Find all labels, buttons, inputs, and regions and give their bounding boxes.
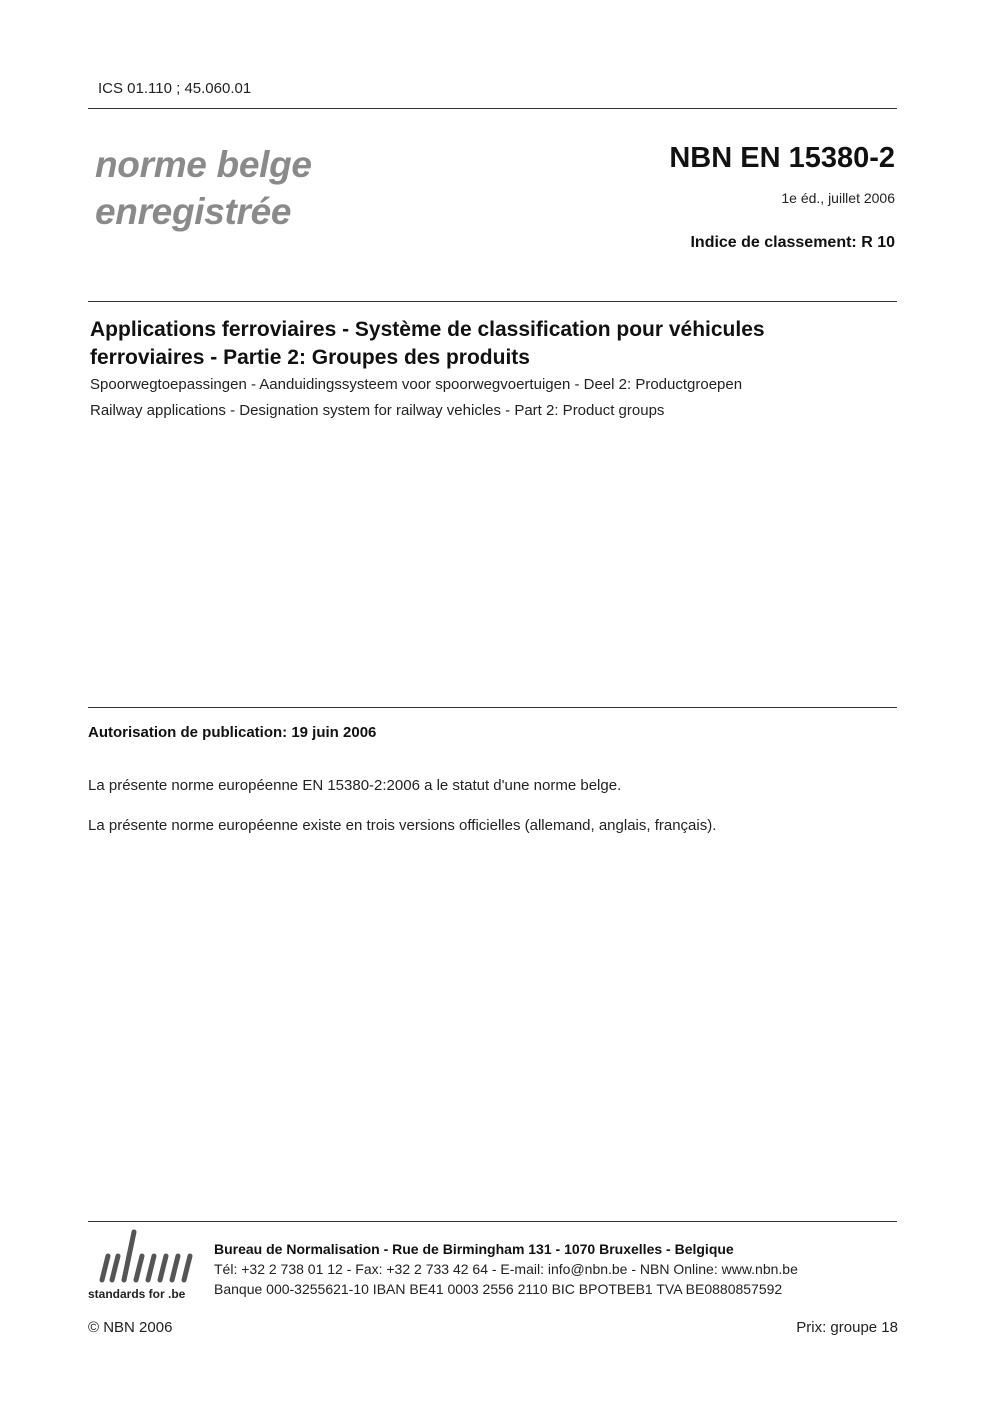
publication-authorisation: Autorisation de publication: 19 juin 2006 <box>88 724 377 741</box>
standard-number: NBN EN 15380-2 <box>669 142 895 174</box>
status-paragraph: La présente norme européenne EN 15380-2:2006 a le statut d'une norme belge. <box>88 777 622 794</box>
logo-tagline: standards for .be <box>88 1287 186 1301</box>
brand-line-1: norme belge <box>95 144 312 185</box>
price-group: Prix: groupe 18 <box>796 1319 898 1336</box>
title-french: Applications ferroviaires - Système de classification pour véhicules ferroviaires - Partie 2: Groupes des produits <box>90 318 765 369</box>
title-divider <box>88 301 897 302</box>
footer-address: Bureau de Normalisation - Rue de Birmingham 131 - 1070 Bruxelles - Belgique <box>214 1241 734 1257</box>
footer-contact: Tél: +32 2 738 01 12 - Fax: +32 2 733 42 64 - E-mail: info@nbn.be - NBN Online: www.nbn.be <box>214 1261 798 1277</box>
title-english: Railway applications - Designation system for railway vehicles - Part 2: Product groups <box>90 402 665 419</box>
body-divider <box>88 707 897 708</box>
header-divider <box>88 108 897 109</box>
title-dutch: Spoorwegtoepassingen - Aanduidingssysteem voor spoorwegvoertuigen - Deel 2: Productgroepen <box>90 376 743 393</box>
brand-line-2: enregistrée <box>95 191 292 232</box>
footer-bank: Banque 000-3255621-10 IBAN BE41 0003 2556 2110 BIC BPOTBEB1 TVA BE0880857592 <box>214 1281 783 1297</box>
versions-paragraph: La présente norme européenne existe en trois versions officielles (allemand, anglais, français). <box>88 817 717 834</box>
edition-date: 1e éd., juillet 2006 <box>781 190 895 206</box>
ics-code: ICS 01.110 ; 45.060.01 <box>98 80 252 97</box>
copyright: © NBN 2006 <box>88 1319 173 1336</box>
footer-divider <box>88 1221 897 1222</box>
classification-index: Indice de classement: R 10 <box>690 234 895 251</box>
